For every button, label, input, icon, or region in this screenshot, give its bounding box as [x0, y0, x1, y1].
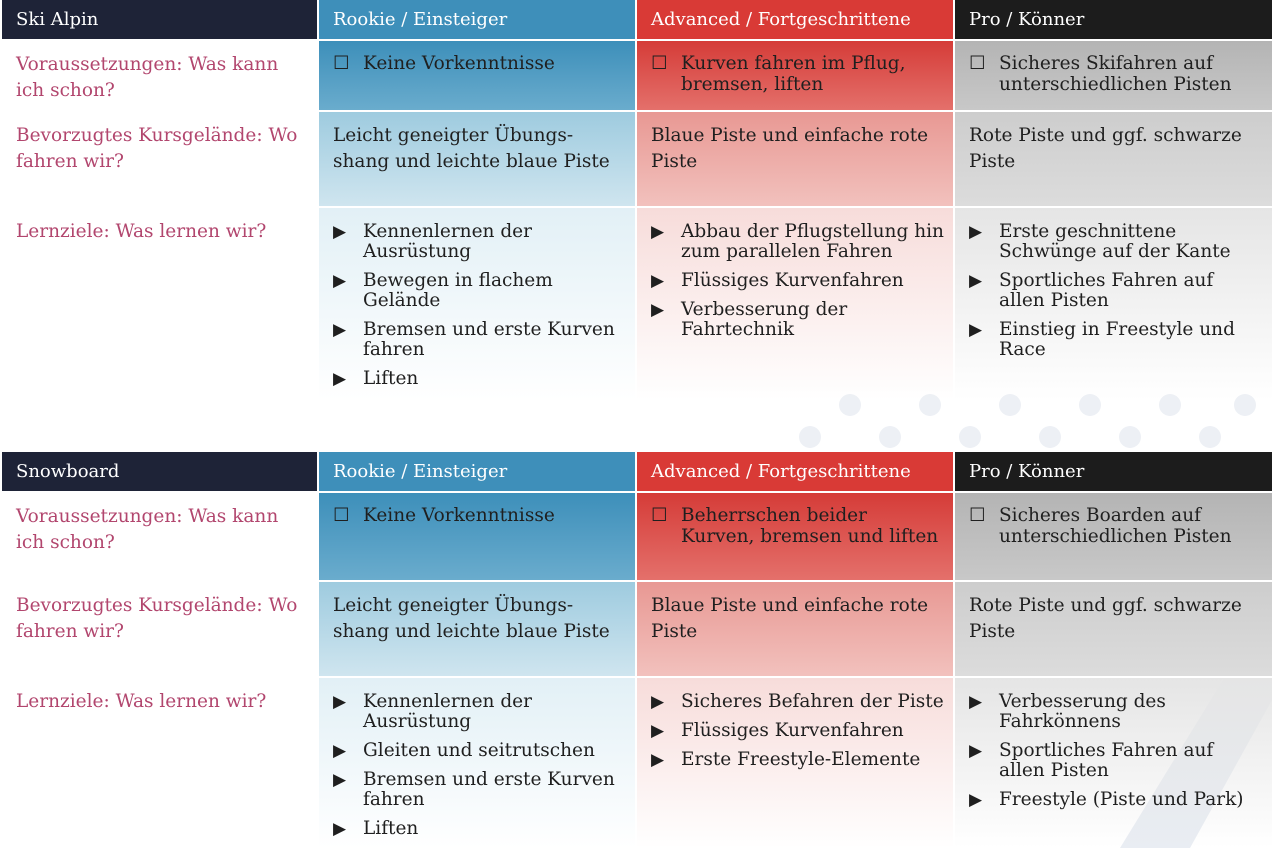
row-label-prerequisites: Voraussetzungen: Was kann ich schon? [2, 493, 319, 582]
bullet-arrow-icon: ▶ [969, 790, 983, 810]
bullet-arrow-icon: ▶ [333, 369, 347, 389]
list-item: ▶ Liften [333, 368, 419, 389]
bullet-arrow-icon: ▶ [651, 692, 665, 712]
terrain-advanced: Blaue Piste und einfache rote Piste [637, 112, 955, 208]
list-item: ▶ Abbau der Pflugstellung hin zum parallelen Fahren [651, 221, 944, 262]
row-label-prerequisites: Voraussetzungen: Was kann ich schon? [2, 41, 319, 112]
prerequisite-text: Keine Vorkenntnisse [363, 505, 555, 526]
bullet-arrow-icon: ▶ [333, 819, 347, 839]
prerequisite-pro [955, 493, 1272, 582]
terrain-row [2, 112, 1272, 208]
bullet-arrow-icon: ▶ [969, 271, 983, 291]
course-table-snowboard [2, 452, 1272, 848]
list-item: ▶ Verbesserung des Fahrkönnens [969, 691, 1166, 732]
row-label-terrain: Bevorzugtes Kursgelände: Wo fahren wir? [2, 582, 319, 678]
checkbox-icon: ☐ [651, 53, 668, 74]
sport-title: Snowboard [2, 452, 319, 493]
bullet-arrow-icon: ▶ [651, 300, 665, 320]
prerequisites-row [2, 493, 1272, 582]
bullet-arrow-icon: ▶ [651, 271, 665, 291]
bullet-arrow-icon: ▶ [969, 741, 983, 761]
bullet-arrow-icon: ▶ [651, 222, 665, 242]
list-item: ▶ Sportliches Fahren auf allen Pisten [969, 740, 1214, 781]
prerequisite-text: Sicheres Skifahren auf unterschiedlichen Pisten [999, 53, 1232, 95]
list-item: ▶ Erste Freestyle-Elemente [651, 749, 921, 770]
terrain-pro: Rote Piste und ggf. schwarze Piste [955, 112, 1272, 208]
goals-row [2, 208, 1272, 400]
prerequisite-rookie [319, 41, 637, 112]
list-item: ▶ Flüssiges Kurvenfahren [651, 270, 904, 291]
prerequisite-pro [955, 41, 1272, 112]
row-label-goals: Lernziele: Was lernen wir? [2, 678, 319, 848]
goals-advanced [637, 208, 955, 400]
goals-advanced [637, 678, 955, 848]
bullet-arrow-icon: ▶ [969, 222, 983, 242]
goals-pro [955, 678, 1272, 848]
list-item: ▶ Flüssiges Kurvenfahren [651, 720, 904, 741]
terrain-rookie: Leicht geneigter Übungs-shang und leichte blaue Piste [319, 582, 637, 678]
bullet-arrow-icon: ▶ [333, 320, 347, 340]
list-item: ▶ Einstieg in Freestyle und Race [969, 319, 1235, 360]
course-table-ski [2, 0, 1272, 400]
checkbox-icon: ☐ [969, 505, 986, 526]
row-label-terrain: Bevorzugtes Kursgelände: Wo fahren wir? [2, 112, 319, 208]
list-item: ▶ Sicheres Befahren der Piste [651, 691, 944, 712]
goals-pro [955, 208, 1272, 400]
prerequisite-advanced [637, 41, 955, 112]
level-header-rookie: Rookie / Einsteiger [319, 0, 637, 41]
prerequisite-rookie [319, 493, 637, 582]
row-label-goals: Lernziele: Was lernen wir? [2, 208, 319, 400]
bullet-arrow-icon: ▶ [651, 721, 665, 741]
checkbox-icon: ☐ [333, 53, 350, 74]
prerequisites-row [2, 41, 1272, 112]
list-item: ▶ Sportliches Fahren auf allen Pisten [969, 270, 1214, 311]
prerequisite-advanced [637, 493, 955, 582]
header-row [2, 0, 1272, 41]
terrain-pro: Rote Piste und ggf. schwarze Piste [955, 582, 1272, 678]
bullet-arrow-icon: ▶ [333, 741, 347, 761]
prerequisite-text: Kurven fahren im Pflug, bremsen, liften [681, 53, 906, 95]
list-item: ▶ Freestyle (Piste und Park) [969, 789, 1244, 810]
goals-rookie [319, 208, 637, 400]
bullet-arrow-icon: ▶ [651, 750, 665, 770]
prerequisite-text: Beherrschen beider Kurven, bremsen und liften [681, 505, 939, 547]
list-item: ▶ Kennenlernen der Ausrüstung [333, 691, 532, 732]
list-item: ▶ Bremsen und erste Kurven fahren [333, 319, 615, 360]
bullet-arrow-icon: ▶ [333, 692, 347, 712]
list-item: ▶ Bremsen und erste Kurven fahren [333, 769, 615, 810]
bullet-arrow-icon: ▶ [333, 222, 347, 242]
goals-row [2, 678, 1272, 848]
bullet-arrow-icon: ▶ [333, 770, 347, 790]
level-header-pro: Pro / Könner [955, 452, 1272, 493]
checkbox-icon: ☐ [333, 505, 350, 526]
list-item: ▶ Kennenlernen der Ausrüstung [333, 221, 532, 262]
list-item: ▶ Verbesserung der Fahrtechnik [651, 299, 848, 340]
level-header-advanced: Advanced / Fortgeschrittene [637, 0, 955, 41]
list-item: ▶ Erste geschnittene Schwünge auf der Kante [969, 221, 1231, 262]
terrain-row [2, 582, 1272, 678]
checkbox-icon: ☐ [969, 53, 986, 74]
list-item: ▶ Gleiten und seitrutschen [333, 740, 595, 761]
prerequisite-text: Keine Vorkenntnisse [363, 53, 555, 74]
level-header-pro: Pro / Könner [955, 0, 1272, 41]
level-header-rookie: Rookie / Einsteiger [319, 452, 637, 493]
bullet-arrow-icon: ▶ [969, 320, 983, 340]
checkbox-icon: ☐ [651, 505, 668, 526]
list-item: ▶ Liften [333, 818, 419, 839]
sport-title: Ski Alpin [2, 0, 319, 41]
header-row [2, 452, 1272, 493]
goals-rookie [319, 678, 637, 848]
terrain-rookie: Leicht geneigter Übungs-shang und leichte blaue Piste [319, 112, 637, 208]
prerequisite-text: Sicheres Boarden auf unterschiedlichen Pisten [999, 505, 1232, 547]
level-header-advanced: Advanced / Fortgeschrittene [637, 452, 955, 493]
bullet-arrow-icon: ▶ [969, 692, 983, 712]
list-item: ▶ Bewegen in flachem Gelände [333, 270, 553, 311]
bullet-arrow-icon: ▶ [333, 271, 347, 291]
terrain-advanced: Blaue Piste und einfache rote Piste [637, 582, 955, 678]
